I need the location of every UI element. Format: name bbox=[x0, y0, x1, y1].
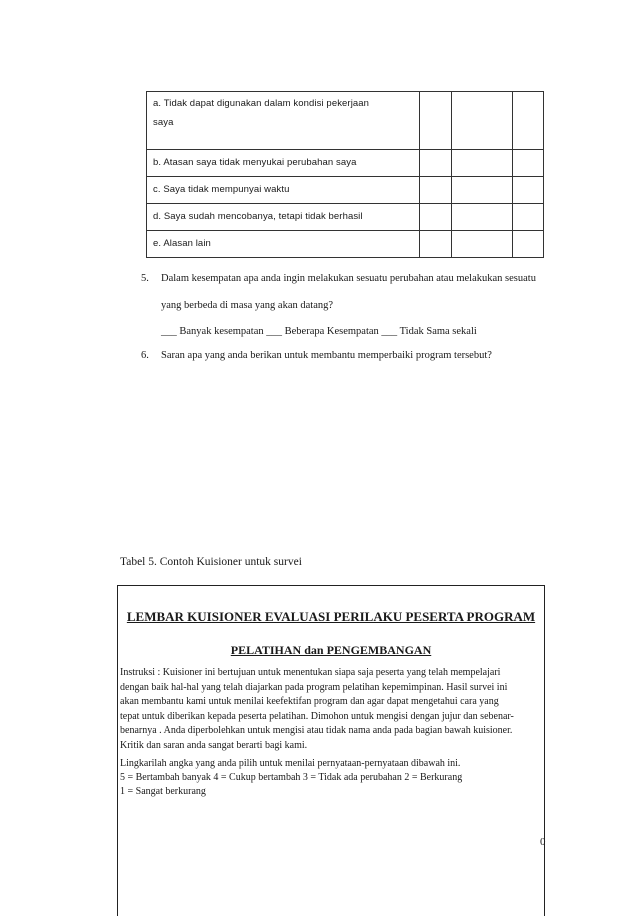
reason-c: c. Saya tidak mempunyai waktu bbox=[147, 177, 420, 204]
rating-cell bbox=[513, 177, 544, 204]
questionnaire-subtitle: PELATIHAN dan PENGEMBANGAN bbox=[230, 643, 432, 657]
rating-cell bbox=[452, 177, 513, 204]
reason-a-line2: saya bbox=[153, 117, 174, 128]
reason-a-line1: a. Tidak dapat digunakan dalam kondisi pekerjaan bbox=[153, 98, 370, 109]
rating-cell bbox=[420, 150, 452, 177]
question-6-text: Saran apa yang anda berikan untuk membantu memperbaiki program tersebut? bbox=[161, 350, 492, 361]
rating-cell bbox=[513, 204, 544, 231]
questionnaire-box bbox=[117, 585, 545, 916]
instruction-line: akan membantu kami untuk menilai keefektifan program dan agar dapat mengetahui cara yang bbox=[120, 696, 499, 707]
page-number: 0 bbox=[540, 836, 546, 848]
rating-cell bbox=[452, 231, 513, 258]
table-row bbox=[147, 92, 544, 150]
reason-e: e. Alasan lain bbox=[147, 231, 420, 258]
instruction-line: benarnya . Anda diperbolehkan untuk mengisi atau tidak nama anda pada bagian bawah kuisioner. bbox=[120, 725, 513, 736]
rating-cell bbox=[513, 92, 544, 150]
reason-cell bbox=[147, 92, 420, 150]
table-row bbox=[147, 204, 544, 231]
rating-cell bbox=[420, 92, 452, 150]
rating-cell bbox=[452, 150, 513, 177]
table-caption: Tabel 5. Contoh Kuisioner untuk survei bbox=[120, 556, 302, 568]
question-5-line2: yang berbeda di masa yang akan datang? bbox=[161, 300, 334, 311]
reasons-table bbox=[146, 91, 544, 258]
instructions bbox=[120, 666, 544, 753]
question-number: 5. bbox=[141, 273, 149, 284]
rating-scale bbox=[120, 757, 544, 799]
reason-b: b. Atasan saya tidak menyukai perubahan saya bbox=[147, 150, 420, 177]
rating-cell bbox=[452, 204, 513, 231]
table-row bbox=[147, 150, 544, 177]
instruction-line: dengan baik hal-hal yang telah diajarkan pada program pelatihan kepemimpinan. Hasil survei ini bbox=[120, 681, 508, 693]
question-5-line1: Dalam kesempatan apa anda ingin melakukan sesuatu perubahan atau melakukan sesuatu bbox=[161, 273, 536, 284]
rating-cell bbox=[420, 231, 452, 258]
scale-line: Lingkarilah angka yang anda pilih untuk menilai pernyataan-pernyataan dibawah ini. bbox=[120, 758, 461, 769]
rating-cell bbox=[420, 204, 452, 231]
scale-line: 5 = Bertambah banyak 4 = Cukup bertambah 3 = Tidak ada perubahan 2 = Berkurang bbox=[120, 772, 463, 783]
rating-cell bbox=[420, 177, 452, 204]
table-row bbox=[147, 177, 544, 204]
reason-d: d. Saya sudah mencobanya, tetapi tidak berhasil bbox=[147, 204, 420, 231]
question-number: 6. bbox=[141, 350, 149, 361]
instruction-line: tepat untuk diberikan kepada peserta pelatihan. Dimohon untuk mengisi dengan jujur dan sebenar- bbox=[120, 710, 514, 722]
rating-cell bbox=[513, 231, 544, 258]
question-5-options: ___ Banyak kesempatan ___ Beberapa Kesempatan ___ Tidak Sama sekali bbox=[161, 326, 477, 337]
rating-cell bbox=[452, 92, 513, 150]
instruction-line: Kritik dan saran anda sangat berarti bagi kami. bbox=[120, 739, 308, 751]
questionnaire-title: LEMBAR KUISIONER EVALUASI PERILAKU PESERTA PROGRAM bbox=[126, 609, 536, 624]
instruction-line: Instruksi : Kuisioner ini bertujuan untuk menentukan siapa saja peserta yang telah mempelajari bbox=[120, 667, 501, 678]
rating-cell bbox=[513, 150, 544, 177]
scale-line: 1 = Sangat berkurang bbox=[120, 786, 206, 797]
table-row bbox=[147, 231, 544, 258]
